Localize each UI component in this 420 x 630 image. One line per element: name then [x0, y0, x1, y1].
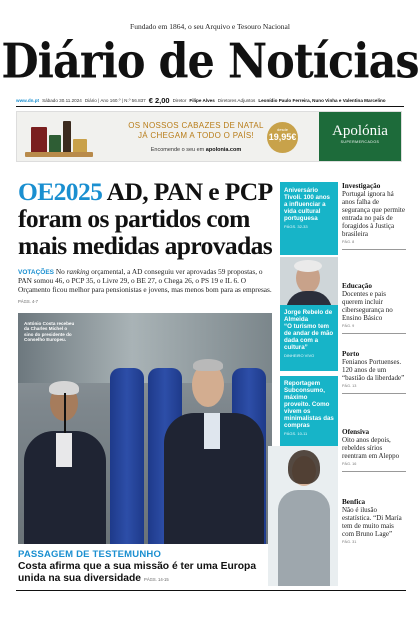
headline-accent: OE2025	[18, 177, 103, 206]
feature-kicker: PASSAGEM DE TESTEMUNHO	[18, 549, 162, 560]
main-page-ref: PÁGS. 4-7	[18, 299, 39, 304]
website-link[interactable]: www.dn.pt	[16, 97, 40, 103]
advertisement-banner[interactable]	[16, 111, 402, 162]
deputy-label: Diretores Adjuntos	[217, 97, 256, 103]
tagline: Fundado em 1864, o seu Arquivo e Tesouro Nacional	[130, 22, 290, 31]
director-name: Filipe Alves	[189, 97, 215, 103]
lede-kicker: VOTAÇÕES	[18, 269, 54, 276]
ad-price-badge: desde 19,95€	[267, 122, 298, 153]
ad-subheadline: JÁ CHEGAM A TODO O PAÍS!	[137, 131, 255, 140]
ad-headline: OS NOSSOS CABAZES DE NATAL	[128, 121, 264, 130]
main-headline[interactable]	[18, 178, 276, 259]
issue-date: Sábado 30.11.2024	[42, 97, 82, 103]
woman-photo	[268, 446, 338, 586]
photo-caption: António Costa recebeu da Charles Michel o sino do presidente do Conselho Europeu.	[24, 321, 75, 343]
masthead-logo[interactable]: Diário de Notícias	[1, 34, 419, 90]
feature-page-ref: PÁGS. 14-15	[144, 577, 169, 582]
gift-basket-illustration	[25, 116, 95, 159]
right-teaser-porto[interactable]: Porto Fenianos Portuenses. 120 anos de um “bastião da liberdade” PÁG. 13	[342, 350, 406, 394]
main-lede: VOTAÇÕES No ranking orçamental, a AD conseguiu ver aprovadas 59 propostas, o PAN somou 46, o PCP 35, o Livre 29, o BE 27, o Chega 26, o PS 19 e IL 6. O Orçamento ficou melhor para pensionistas e jovens, mas menos bom para as empresas.	[18, 267, 272, 294]
middle-teaser-report[interactable]: Reportagem Subconsumo, máximo proveito. Como vivem os minimalistas das compras PÁGS. 10-11	[280, 376, 338, 446]
right-teaser-education[interactable]: Educação Docentes e pais querem incluir cibersegurança no Ensino Básico PÁG. 9	[342, 282, 406, 334]
bottom-rule	[16, 590, 406, 591]
middle-teaser-interview[interactable]: Jorge Rebelo de Almeida “O turismo tem de andar de mão dada com a cultura” DINHEIRO VIVO	[280, 305, 338, 371]
main-photo[interactable]	[18, 313, 272, 544]
edition-info: Diário | Ano 160.º | N.º 56.837	[84, 97, 146, 103]
headline-text: AD, PAN e PCP foram os partidos com mais medidas aprovadas	[18, 177, 273, 260]
eu-flag	[110, 368, 144, 544]
info-bar	[16, 94, 404, 107]
ad-call-to-action: Encomende o seu em apolonia.com	[150, 147, 242, 153]
ad-brand-logo: Apolónia SUPERMERCADOS	[319, 112, 401, 161]
portrait-photo	[280, 257, 338, 305]
cover-price: € 2,00	[148, 95, 170, 105]
right-teaser-investigation[interactable]: Investigação Portugal ignora há anos falha de segurança que permite entrada no país de foragidos à Justiça brasileira PÁG. 8	[342, 182, 406, 250]
right-teaser-benfica[interactable]: Benfica Não é ilusão estatística. “Di María tem de muito mais com Bruno Lage” PÁG. 31	[342, 498, 402, 544]
middle-teaser-tivoli[interactable]: Aniversário Tivoli. 100 anos a influenciar a vida cultural portuguesa PÁGS. 32-33	[280, 182, 338, 255]
feature-headline[interactable]: Costa afirma que a sua missão é ter uma Europa unida na sua diversidade PÁGS. 14-15	[18, 561, 257, 584]
deputy-names: Leonídio Paulo Ferreira, Nuno Vinha e Valentina Marcelino	[258, 97, 386, 103]
right-teaser-offensive[interactable]: Ofensiva Oito anos depois, rebeldes sírios reentram em Aleppo PÁG. 16	[342, 428, 406, 472]
ad-site-link[interactable]: apolonia.com	[205, 147, 242, 153]
director-label: Diretor	[172, 97, 187, 103]
